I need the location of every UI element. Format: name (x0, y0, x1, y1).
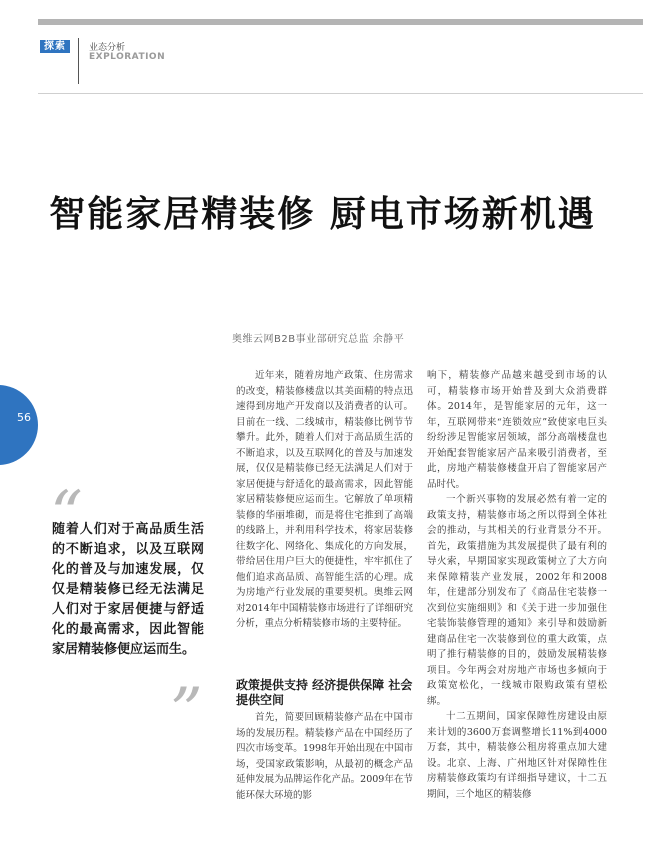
header-divider (78, 38, 79, 84)
column-1-top (236, 368, 413, 632)
page-number-badge (0, 385, 38, 465)
section-tag: 探索 (40, 40, 70, 53)
section-name-en: EXPLORATION (89, 52, 166, 62)
paragraph: 近年来，随着房地产政策、住房需求的改变，精装修楼盘以其美面精的特点迅速得到房地产开发商以及消费者的认可。目前在一线、二线城市，精装修比例节节攀升。此外，随着人们对于高品质生活的不断追求，以及互联网化的普及与加速发展，仅仅是精装修已经无法满足人们对于家居便捷与舒适化的最高需求，因此智能家居精装修便应运而生。它解放了单项精装修的华丽堆砌，而是将住宅推到了高端的线路上，并利用科学技术，将家居装修往数字化、网络化、集成化的方向发展，带给居住用户巨大的便捷性，牢牢抓住了他们追求高品质、高智能生活的心理。成为房地产行业发展的重要契机。奥维云网对2014年中国精装修市场进行了详细研究分析，重点分析精装修市场的主要特征。 (236, 370, 413, 629)
column-1-bottom (236, 710, 413, 803)
page-number: 56 (17, 411, 31, 424)
header-rule (38, 93, 643, 94)
column-2 (427, 368, 607, 802)
section-name-cn: 业态分析 (89, 43, 126, 53)
paragraph: 一个新兴事物的发展必然有着一定的政策支持，精装修市场之所以得到全体社会的推动，与其相关的行业背景分不开。首先，政策措施为其发展提供了最有利的导火索，早期国家实现政策树立了大方向来保障精装产业发展，2002年和2008年，住建部分别发布了《商品住宅装修一次到位实施细则》和《关于进一步加强住宅装饰装修管理的通知》来引导和鼓励新建商品住宅一次装修到位的重大政策，点明了推行精装修的目的，鼓励发展精装修项目。今年两会对房地产市场也多倾向于政策宽松化，一线城市限购政策有望松绑。 (427, 494, 607, 707)
section-subhead: 政策提供支持 经济提供保障 社会提供空间 (236, 678, 413, 707)
article-byline: 奥维云网B2B事业部研究总监 余静平 (232, 334, 405, 345)
pull-quote: 随着人们对于高品质生活的不断追求，以及互联网化的普及与加速发展，仅仅是精装修已经无法满足人们对于家居便捷与舒适化的最高需求，因此智能家居精装修便应运而生。 (52, 522, 204, 657)
paragraph: 十二五期间，国家保障性房建设由原来计划的3600万套调整增长11%到4000万套，其中，精装修公租房将重点加大建设。北京、上海、广州地区针对保障性住房精装修政策均有详细指导建议，十二五期间，三个地区的精装修 (427, 711, 607, 800)
paragraph: 响下，精装修产品越来越受到市场的认可，精装修市场开始普及到大众消费群体。2014年，是智能家居的元年，这一年，互联网带来“连锁效应”致使家电巨头纷纷涉足智能家居领域，部分高端楼盘也开始配套智能家居产品来吸引消费者，至此，房地产精装修楼盘开启了智能家居产品时代。 (427, 370, 607, 490)
quote-open-icon: “ (50, 478, 83, 552)
paragraph: 首先，简要回顾精装修产品在中国市场的发展历程。精装修产品在中国经历了四次市场变革。1998年开始出现在中国市场，受国家政策影响，从最初的概念产品延伸发展为品牌运作化产品。2009年在节能环保大环境的影 (236, 712, 413, 801)
top-rule (38, 19, 643, 25)
article-title: 智能家居精装修 厨电市场新机遇 (49, 194, 596, 235)
quote-close-icon: ” (170, 675, 203, 749)
